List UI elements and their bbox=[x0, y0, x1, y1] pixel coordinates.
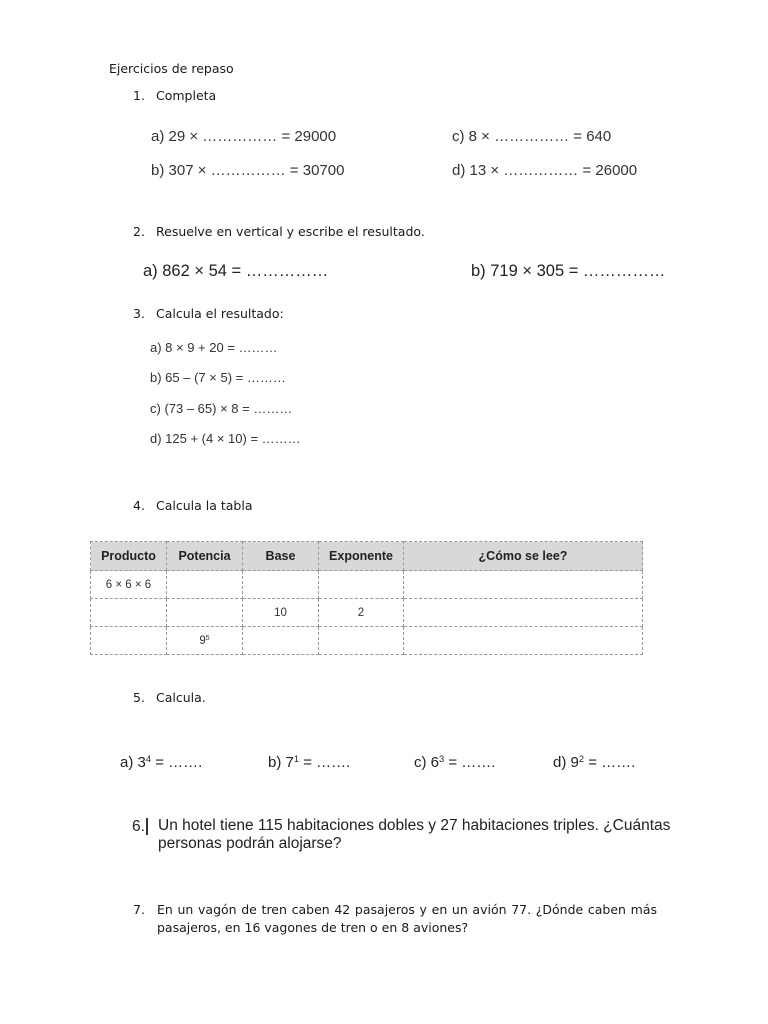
potencia-exponent: 5 bbox=[205, 634, 210, 642]
exercise-5-item-a: a) $3^4$ = ……. bbox=[120, 753, 203, 771]
powers-table bbox=[90, 541, 643, 652]
exercise-7-number: 7. bbox=[133, 902, 145, 917]
cell-potencia[interactable] bbox=[167, 599, 243, 627]
exercise-1-item-d: d) 13 × …………… = 26000 bbox=[452, 162, 638, 179]
header-exponente: Exponente bbox=[319, 542, 404, 571]
header-base: Base bbox=[243, 542, 319, 571]
exercise-3-item-a: a) 8 × 9 + 20 = ……… bbox=[150, 340, 278, 355]
exercise-3-label: Calcula el resultado: bbox=[156, 306, 284, 321]
exercise-2-item-b: b) 719 × 305 = …………… bbox=[471, 262, 666, 280]
cell-como-se-lee[interactable] bbox=[404, 627, 643, 655]
cell-base[interactable] bbox=[243, 627, 319, 655]
header-como-se-lee: ¿Cómo se lee? bbox=[404, 542, 643, 571]
cell-potencia[interactable] bbox=[167, 627, 243, 655]
cell-producto[interactable]: 6 × 6 × 6 bbox=[91, 571, 167, 599]
cell-base[interactable]: 10 bbox=[243, 599, 319, 627]
exercise-2-number: 2. bbox=[133, 224, 145, 239]
cell-potencia[interactable] bbox=[167, 571, 243, 599]
exercise-5-item-d: d) $9^2$ = ……. bbox=[553, 753, 636, 771]
exercise-2-item-a: a) 862 × 54 = …………… bbox=[143, 262, 329, 280]
exercise-1-item-a: a) 29 × …………… = 29000 bbox=[151, 128, 337, 145]
cell-como-se-lee[interactable] bbox=[404, 571, 643, 599]
exercise-4-label: Calcula la tabla bbox=[156, 498, 253, 513]
cell-producto[interactable] bbox=[91, 627, 167, 655]
exercise-3-item-c: c) (73 – 65) × 8 = ……… bbox=[150, 401, 293, 416]
exercise-5-label: Calcula. bbox=[156, 690, 206, 705]
table-header-row bbox=[91, 542, 643, 571]
table-row bbox=[91, 599, 643, 627]
exercise-6-number: 6. bbox=[132, 818, 145, 835]
table-row bbox=[91, 627, 643, 655]
exercise-2-label: Resuelve en vertical y escribe el resultado. bbox=[156, 224, 425, 239]
cell-exponente[interactable]: 2 bbox=[319, 599, 404, 627]
header-producto: Producto bbox=[91, 542, 167, 571]
header-potencia: Potencia bbox=[167, 542, 243, 571]
page-title: Ejercicios de repaso bbox=[109, 61, 234, 76]
exercise-6-bar bbox=[146, 818, 148, 835]
exercise-1-label: Completa bbox=[156, 88, 217, 103]
potencia-base: 9 bbox=[199, 634, 206, 647]
exercise-4-number: 4. bbox=[133, 498, 145, 513]
cell-exponente[interactable] bbox=[319, 571, 404, 599]
exercise-5-number: 5. bbox=[133, 690, 145, 705]
exercise-5-item-b: b) $7^1$ = ……. bbox=[268, 753, 351, 771]
exercise-3-number: 3. bbox=[133, 306, 145, 321]
exercise-6-line-1: Un hotel tiene 115 habitaciones dobles y 27 habitaciones triples. ¿Cuántas bbox=[158, 817, 671, 834]
exercise-7-text: En un vagón de tren caben 42 pasajeros y en un avión 77. ¿Dónde caben más pasajeros, en 16 vagones de tren o en 8 aviones? bbox=[157, 902, 657, 935]
exercise-3-item-d: d) 125 + (4 × 10) = ……… bbox=[150, 431, 301, 446]
exercise-1-item-b: b) 307 × …………… = 30700 bbox=[151, 162, 345, 179]
exercise-3-item-b: b) 65 – (7 × 5) = ……… bbox=[150, 370, 286, 385]
cell-como-se-lee[interactable] bbox=[404, 599, 643, 627]
cell-base[interactable] bbox=[243, 571, 319, 599]
cell-producto[interactable] bbox=[91, 599, 167, 627]
exercise-5-item-c: c) $6^3$ = ……. bbox=[414, 753, 496, 771]
exercise-1-number: 1. bbox=[133, 88, 145, 103]
exercise-6-line-2: personas podrán alojarse? bbox=[158, 835, 342, 852]
exercise-1-item-c: c) 8 × …………… = 640 bbox=[452, 128, 612, 145]
cell-exponente[interactable] bbox=[319, 627, 404, 655]
table-row bbox=[91, 571, 643, 599]
